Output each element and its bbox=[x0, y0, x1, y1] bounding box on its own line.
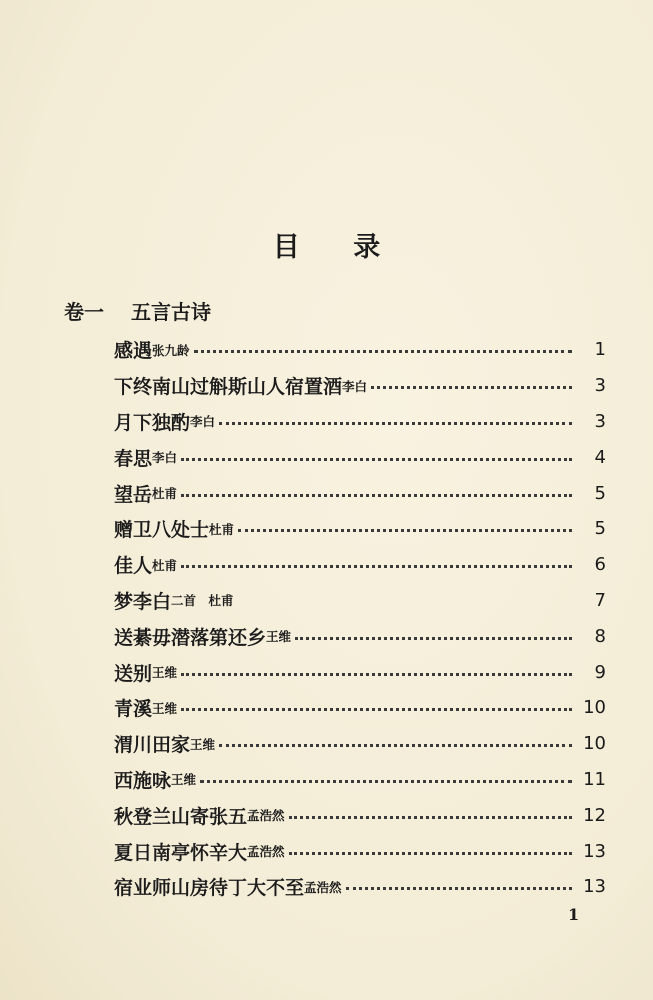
toc-entry bbox=[114, 368, 606, 404]
page-number: 7 bbox=[594, 589, 606, 611]
page-number: 5 bbox=[594, 518, 606, 540]
page-number: 6 bbox=[594, 554, 606, 576]
dot-leader bbox=[219, 744, 572, 747]
page-title: 目 录 bbox=[272, 232, 403, 263]
dot-leader bbox=[295, 637, 572, 640]
page-number: 9 bbox=[594, 661, 606, 683]
toc-entry bbox=[114, 726, 606, 762]
page-number: 11 bbox=[583, 768, 606, 790]
toc-entry bbox=[114, 475, 606, 511]
dot-leader bbox=[371, 386, 572, 389]
poem-author: 杜甫 bbox=[209, 521, 235, 537]
poem-title: 青溪 bbox=[114, 698, 153, 721]
toc-entry bbox=[114, 583, 606, 619]
page-number: 1 bbox=[594, 339, 606, 361]
toc-entry bbox=[114, 797, 606, 833]
poem-title: 赠卫八处士 bbox=[114, 519, 210, 542]
poem-title: 梦李白 bbox=[114, 590, 172, 613]
poem-title: 渭川田家 bbox=[114, 734, 191, 757]
poem-author: 杜甫 bbox=[152, 557, 178, 573]
poem-title: 夏日南亭怀辛大 bbox=[114, 841, 248, 864]
page-number: 12 bbox=[583, 804, 606, 826]
poem-author: 王维 bbox=[266, 629, 292, 645]
poem-title: 月下独酌 bbox=[114, 411, 191, 434]
poem-author: 孟浩然 bbox=[247, 844, 285, 860]
page-number: 10 bbox=[583, 733, 606, 755]
page-number: 4 bbox=[594, 446, 606, 468]
toc-entry bbox=[114, 690, 606, 726]
poem-author: 李白 bbox=[152, 450, 178, 466]
poem-author: 二首 杜甫 bbox=[171, 593, 234, 609]
page-number: 8 bbox=[594, 625, 606, 647]
poem-author: 张九龄 bbox=[152, 342, 190, 358]
page-number: 10 bbox=[583, 697, 606, 719]
section-heading bbox=[64, 296, 211, 325]
toc-entry bbox=[114, 833, 606, 869]
poem-title: 下终南山过斛斯山人宿置酒 bbox=[114, 376, 343, 399]
dot-leader bbox=[181, 673, 572, 676]
page-number: 5 bbox=[594, 482, 606, 504]
page-folio: 1 bbox=[568, 905, 580, 924]
poem-title: 送别 bbox=[114, 662, 153, 685]
toc-entry bbox=[114, 332, 606, 368]
poem-author: 王维 bbox=[171, 772, 197, 788]
poem-title: 望岳 bbox=[114, 483, 153, 506]
dot-leader bbox=[181, 458, 572, 461]
dot-leader bbox=[219, 422, 572, 425]
poem-author: 李白 bbox=[342, 378, 368, 394]
dot-leader bbox=[289, 816, 572, 819]
table-of-contents bbox=[114, 332, 606, 905]
dot-leader bbox=[346, 887, 572, 890]
toc-entry bbox=[114, 547, 606, 583]
dot-leader bbox=[181, 708, 572, 711]
dot-leader bbox=[289, 852, 572, 855]
toc-entry bbox=[114, 762, 606, 798]
section-number: 卷一 bbox=[64, 300, 104, 324]
toc-entry bbox=[114, 654, 606, 690]
poem-title: 感遇 bbox=[114, 340, 153, 363]
poem-author: 王维 bbox=[152, 700, 178, 716]
toc-entry bbox=[114, 511, 606, 547]
dot-leader bbox=[181, 494, 572, 497]
poem-author: 孟浩然 bbox=[304, 879, 342, 895]
poem-author: 杜甫 bbox=[152, 486, 178, 502]
toc-entry bbox=[114, 439, 606, 475]
dot-leader bbox=[181, 565, 572, 568]
poem-title: 佳人 bbox=[114, 555, 153, 578]
page-number: 3 bbox=[594, 410, 606, 432]
toc-entry bbox=[114, 618, 606, 654]
poem-author: 王维 bbox=[190, 736, 216, 752]
dot-leader bbox=[238, 529, 572, 532]
poem-title: 宿业师山房待丁大不至 bbox=[114, 877, 305, 900]
page-number: 13 bbox=[583, 840, 606, 862]
page-number: 13 bbox=[583, 876, 606, 898]
page-number: 3 bbox=[594, 375, 606, 397]
toc-entry bbox=[114, 404, 606, 440]
poem-title: 送綦毋潜落第还乡 bbox=[114, 626, 267, 649]
poem-title: 秋登兰山寄张五 bbox=[114, 805, 248, 828]
dot-leader bbox=[194, 350, 572, 353]
poem-title: 西施咏 bbox=[114, 769, 172, 792]
poem-author: 李白 bbox=[190, 414, 216, 430]
poem-author: 王维 bbox=[152, 665, 178, 681]
section-name: 五言古诗 bbox=[130, 300, 211, 324]
poem-title: 春思 bbox=[114, 447, 153, 470]
dot-leader bbox=[200, 780, 572, 783]
poem-author: 孟浩然 bbox=[247, 808, 285, 824]
toc-entry bbox=[114, 869, 606, 905]
